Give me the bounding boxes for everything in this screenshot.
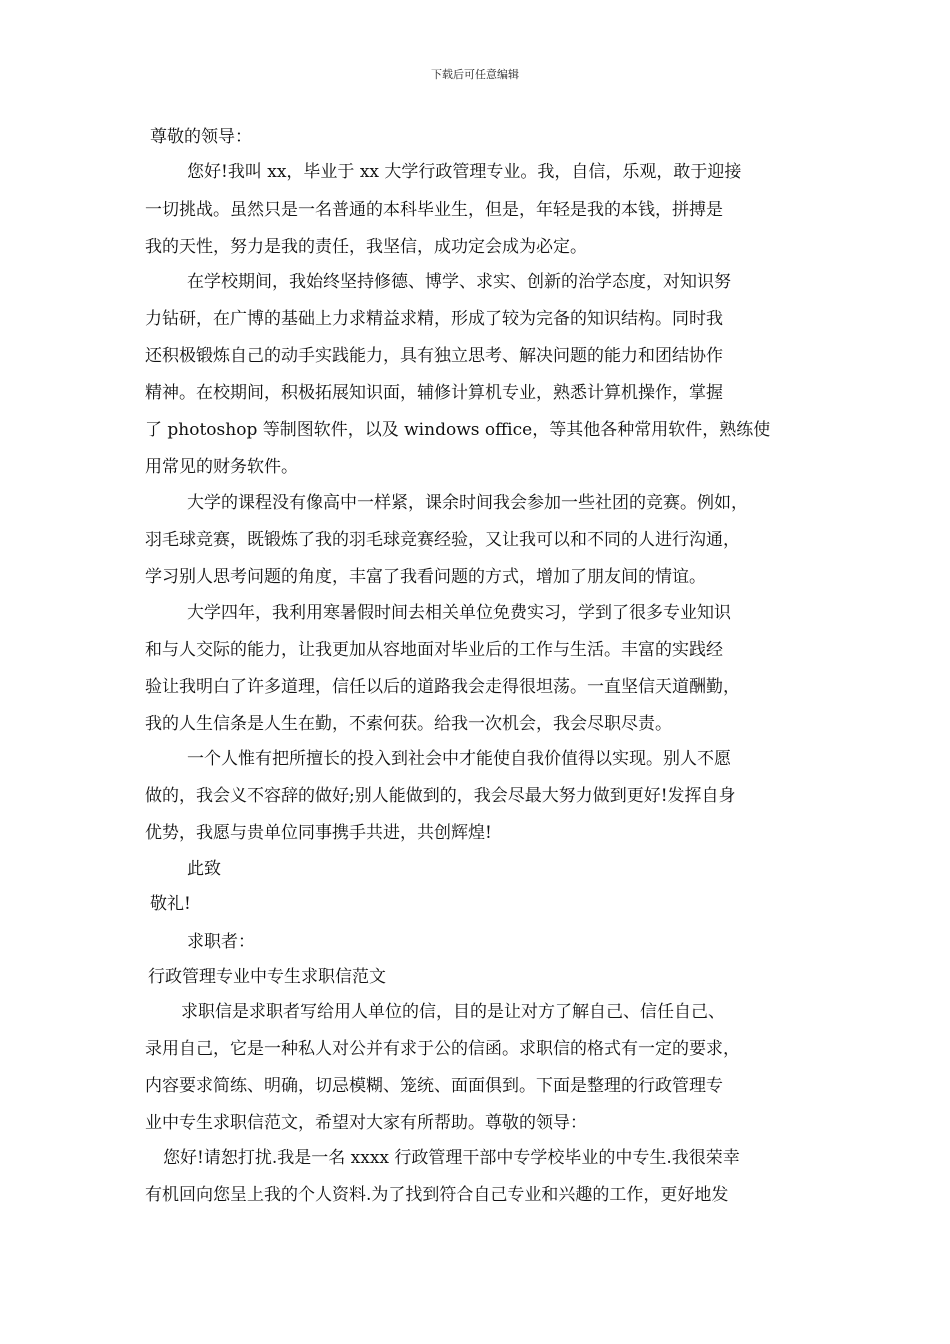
page-header-note: 下载后可任意编辑: [431, 68, 519, 81]
text-line: 用常见的财务软件。: [145, 457, 298, 477]
text-line: 一切挑战。虽然只是一名普通的本科毕业生，但是，年轻是我的本钱，拼搏是: [145, 200, 723, 220]
text-line: 此致: [187, 859, 221, 879]
text-line: 录用自己，它是一种私人对公并有求于公的信函。求职信的格式有一定的要求，: [145, 1039, 740, 1059]
text-line: 我的天性，努力是我的责任，我坚信，成功定会成为必定。: [145, 237, 587, 257]
text-line: 精神。在校期间，积极拓展知识面，辅修计算机专业，熟悉计算机操作，掌握: [145, 383, 723, 403]
text-line: 大学的课程没有像高中一样紧，课余时间我会参加一些社团的竞赛。例如，: [187, 493, 748, 513]
text-line: 验让我明白了许多道理，信任以后的道路我会走得很坦荡。一直坚信天道酬勤，: [145, 677, 740, 697]
text-line: 尊敬的领导：: [150, 127, 252, 147]
text-line: 您好!我叫 xx，毕业于 xx 大学行政管理专业。我，自信，乐观，敢于迎接: [187, 162, 742, 182]
text-line: 和与人交际的能力，让我更加从容地面对毕业后的工作与生活。丰富的实践经: [145, 640, 723, 660]
text-line: 还积极锻炼自己的动手实践能力，具有独立思考、解决问题的能力和团结协作: [145, 346, 723, 366]
text-line: 优势，我愿与贵单位同事携手共进，共创辉煌!: [145, 823, 492, 843]
text-line: 大学四年，我利用寒暑假时间去相关单位免费实习，学到了很多专业知识: [187, 603, 731, 623]
text-line: 内容要求简练、明确，切忌模糊、笼统、面面俱到。下面是整理的行政管理专: [145, 1076, 723, 1096]
text-line: 力钻研，在广博的基础上力求精益求精，形成了较为完备的知识结构。同时我: [145, 309, 723, 329]
text-line: 求职者：: [187, 932, 255, 952]
text-line: 学习别人思考问题的角度，丰富了我看问题的方式，增加了朋友间的情谊。: [145, 567, 706, 587]
text-line: 了 photoshop 等制图软件，以及 windows office，等其他各种常用软件，熟练使: [145, 420, 771, 440]
text-line: 做的，我会义不容辞的做好;别人能做到的，我会尽最大努力做到更好!发挥自身: [145, 786, 736, 806]
text-line: 一个人惟有把所擅长的投入到社会中才能使自我价值得以实现。别人不愿: [187, 749, 731, 769]
text-line: 有机回向您呈上我的个人资料.为了找到符合自己专业和兴趣的工作，更好地发: [145, 1185, 729, 1205]
text-line: 我的人生信条是人生在勤，不索何获。给我一次机会，我会尽职尽责。: [145, 714, 672, 734]
text-line: 敬礼!: [150, 894, 191, 914]
text-line: 业中专生求职信范文，希望对大家有所帮助。尊敬的领导：: [145, 1113, 587, 1133]
text-line: 您好!请恕打扰.我是一名 xxxx 行政管理干部中专学校毕业的中专生.我很荣幸: [163, 1148, 740, 1168]
text-line: 在学校期间，我始终坚持修德、博学、求实、创新的治学态度，对知识努: [187, 272, 731, 292]
text-line: 羽毛球竞赛，既锻炼了我的羽毛球竞赛经验，又让我可以和不同的人进行沟通，: [145, 530, 740, 550]
text-line: 求职信是求职者写给用人单位的信，目的是让对方了解自己、信任自己、: [181, 1002, 725, 1022]
text-line: 行政管理专业中专生求职信范文: [148, 967, 386, 987]
